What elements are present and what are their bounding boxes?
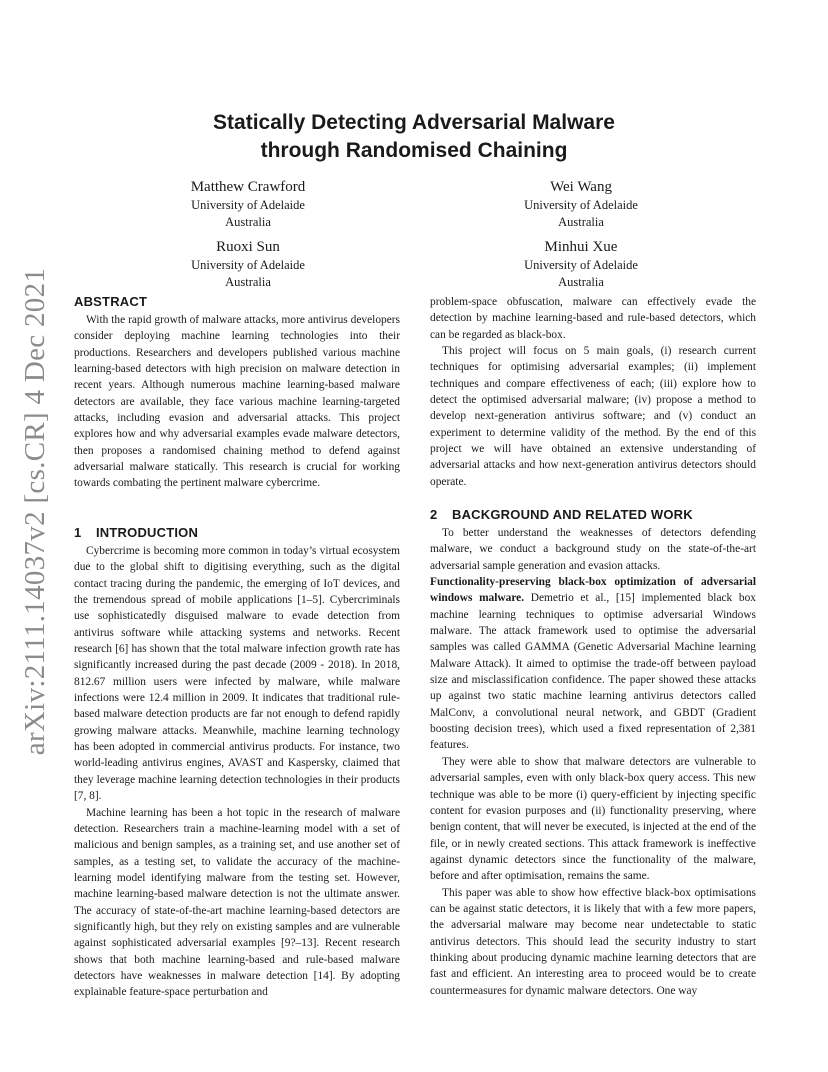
- section-title: BACKGROUND AND RELATED WORK: [452, 507, 693, 522]
- subsection-text: Demetrio et al., [15] implemented black box machine learning techniques to optimise adversarial Windows malware. The attack framework used to optimise the adversarial samples was called GAMMA (Genetic Adversarial Machine learning Malware Attack). It aimed to optimise the trade-off between payload size and misclassification confidence. The paper showed these attacks up against two static machine learning antivirus detectors called MalConv, a convolutional neural network, and GBDT (Gradient boosting decision trees), which used a fixed representation of 2,381 features.: [430, 592, 756, 752]
- author-country: Australia: [225, 275, 271, 289]
- introduction-section: [74, 525, 400, 1001]
- author-block-2: [451, 178, 711, 231]
- intro-paragraph-4: This project will focus on 5 main goals, (i) research current techniques for optimising adversarial examples; (ii) implement techniques and compare effectiveness of each; (iii) explore how to detect the optimised adversarial malware; (iv) propose a method to develop next-generation antivirus software; and (v) conduct an experiment to determine validity of the method. By the end of this project we will have obtained an extensive understanding of adversarial attacks and how next-generation antivirus detectors should operate.: [430, 345, 756, 488]
- intro-paragraph-2: Machine learning has been a hot topic in the research of malware detection. Researchers train a machine-learning model with a set of malicious and benign samples, as a training set, and use another set of samples, as a testing set, to validate the accuracy of the machine-learning model identifying malware from the testing set. However, machine learning-based malware detection is not the ultimate answer. The accuracy of state-of-the-art machine learning-based detectors are significantly high, but they rely on existing samples and are vulnerable against sophisticated adversarial examples [9?–13]. Recent research shows that both machine learning-based and rule-based malware detectors have weaknesses in malware detection [14]. By adopting explainable feature-space perturbation and: [74, 806, 400, 999]
- title-line-1: Statically Detecting Adversarial Malware: [213, 111, 615, 134]
- background-section: [430, 507, 756, 999]
- author-name: Wei Wang: [550, 179, 612, 195]
- author-affiliation: University of Adelaide: [191, 258, 305, 272]
- background-paragraph-2: They were able to show that malware detectors are vulnerable to adversarial samples, even with only black-box query access. This new technique was able to be more (i) query-efficient by injecting specific content for evasion purposes and (ii) functionality preserving, where benign content, that will never be executed, is injected at the end of the file, or in newly created sections. This attack framework is ineffective against dynamic detectors since the functionality of the malware, before and after optimisation, remains the same.: [430, 755, 756, 883]
- background-intro: To better understand the weaknesses of detectors defending malware, we conduct a background study on the state-of-the-art adversarial sample generation and evasion attacks.: [430, 527, 756, 572]
- author-block-3: [118, 238, 378, 291]
- author-block-4: [451, 238, 711, 291]
- section-number: 2: [430, 507, 438, 522]
- intro-paragraph-1: Cybercrime is becoming more common in today’s virtual ecosystem due to the global shift to digitising everything, such as the digital contact tracing during the pandemic, the emerging of IoT devices, and the tremendous spread of mobile applications [1–5]. Cybercriminals use sophisticatedly disguised malware to evade detection from antivirus software while attacking systems and networks. Recent research [6] has shown that the total malware infection growth rate has significantly increased during the past decade (2009 - 2018). In 2018, 812.67 million users were infected by malware, while malware infections were 12.4 million in 2009. It indicates that traditional rule-based malware detection products are far not enough to defend rapidly growing malware attacks. Meanwhile, machine learning technology has been adopted in commercial antivirus products. For instance, two world-leading antivirus engines, AVAST and Kaspersky, claimed that they leverage machine learning detection technologies in their products [7, 8].: [74, 545, 400, 803]
- author-name: Minhui Xue: [544, 239, 618, 255]
- background-heading: [430, 507, 756, 522]
- arxiv-identifier: [14, 267, 58, 755]
- title-line-2: through Randomised Chaining: [260, 139, 568, 162]
- background-paragraph-3: This paper was able to show how effective black-box optimisations can be against static detectors, it is likely that with a few more papers, the adversarial malware may become near undetectable to static antivirus detectors. This should lead the security industry to start thinking about producing dynamic machine learning detectors that are fast and efficient. An interesting area to proceed would be to create countermeasures for dynamic malware detectors. One way: [430, 886, 756, 997]
- author-country: Australia: [558, 215, 604, 229]
- paper-title: [70, 109, 758, 165]
- author-affiliation: University of Adelaide: [524, 198, 638, 212]
- author-affiliation: University of Adelaide: [191, 198, 305, 212]
- arxiv-id-text: arXiv:2111.14037v2 [cs.CR] 4 Dec 2021: [19, 267, 52, 755]
- author-affiliation: University of Adelaide: [524, 258, 638, 272]
- intro-continuation: [430, 294, 756, 490]
- section-title: INTRODUCTION: [96, 525, 199, 540]
- intro-paragraph-3: problem-space obfuscation, malware can effectively evade the detection by machine learning-based and rule-based detectors, which can be regarded as black-box.: [430, 296, 756, 341]
- author-country: Australia: [225, 215, 271, 229]
- abstract-text: With the rapid growth of malware attacks, more antivirus developers consider deploying machine learning technologies into their productions. Researchers and developers published various machine learning-based detectors with high precision on malware detection in recent years. Although numerous machine learning-based malware detectors are available, they face various machine learning-targeted attacks, including evasion and adversarial attacks. This project explores how and why adversarial examples evade malware detectors, then proposes a randomised chaining method to defend against adversarial malware statically. This research is crucial for working towards combating the pertinent malware cybercrime.: [74, 314, 400, 490]
- background-paragraph-1: [430, 574, 756, 754]
- author-name: Matthew Crawford: [190, 179, 306, 195]
- abstract-section: [74, 294, 400, 492]
- author-block-1: [118, 178, 378, 231]
- subsection-title: Functionality-preserving black-box optimization of adversarial windows malware.: [430, 576, 756, 605]
- section-number: 1: [74, 525, 82, 540]
- introduction-heading: [74, 525, 400, 540]
- author-country: Australia: [558, 275, 604, 289]
- author-name: Ruoxi Sun: [216, 239, 280, 255]
- abstract-heading: ABSTRACT: [74, 294, 148, 309]
